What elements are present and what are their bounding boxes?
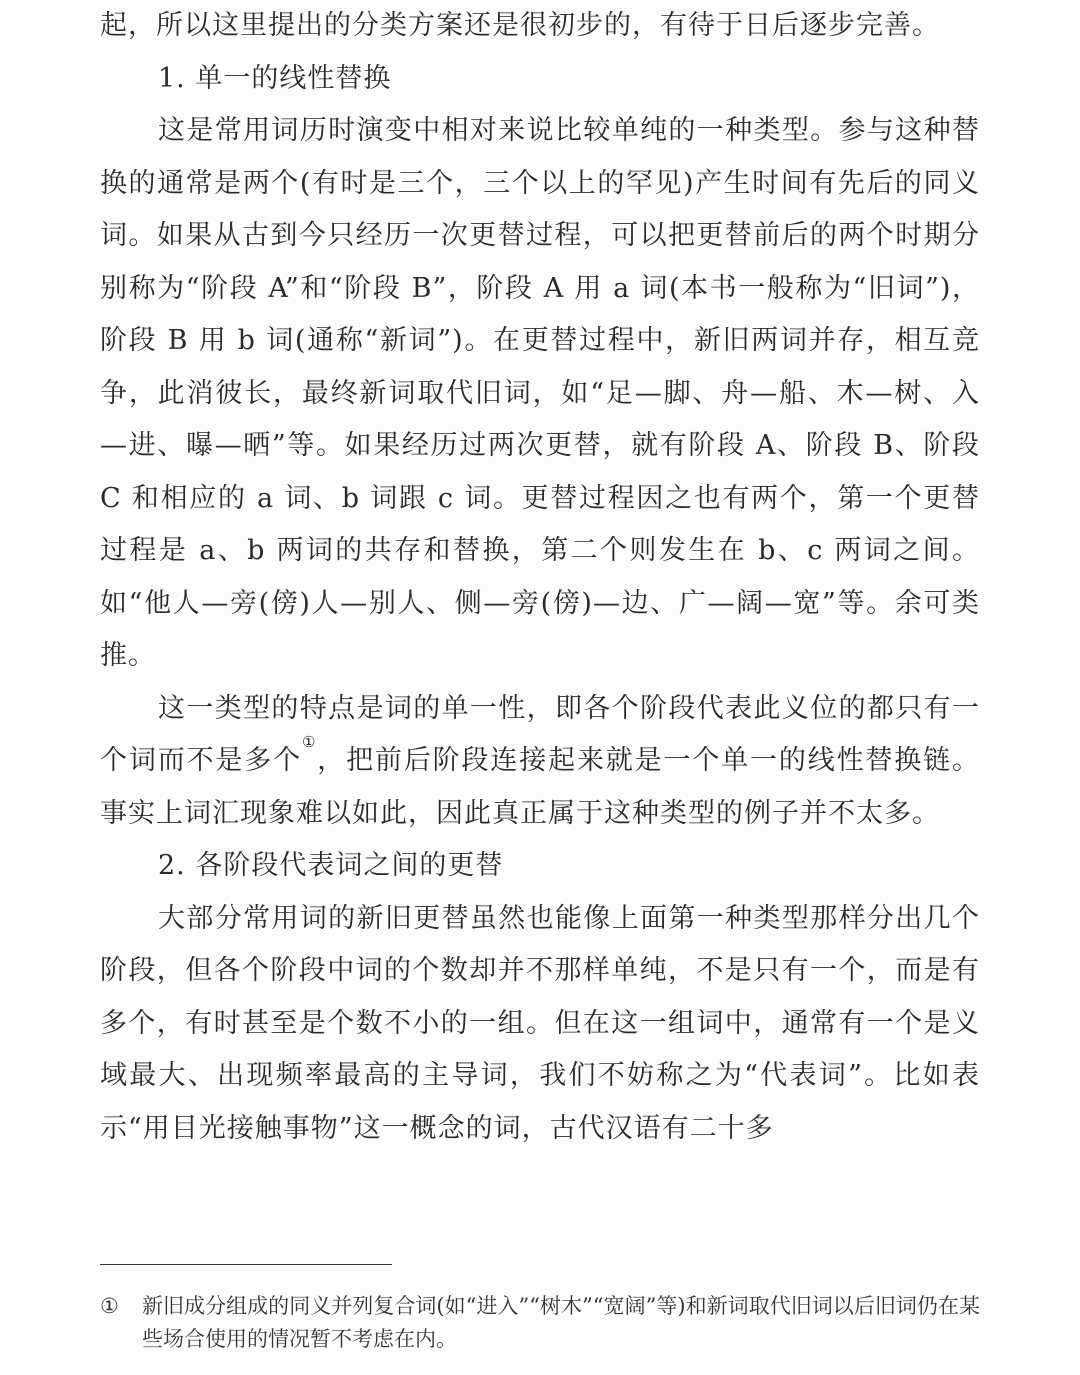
footnote-text: 新旧成分组成的同义并列复合词(如“进入”“树木”“宽阔”等)和新词取代旧词以后旧词仍在某些场合使用的情况暂不考虑在内。	[142, 1294, 980, 1351]
section-heading-2: 2. 各阶段代表词之间的更替	[158, 850, 504, 881]
paragraph-text-before: 这一类型的特点是词的单一性，即各个阶段代表此义位的都只有一个词而不是多个	[100, 692, 980, 776]
footnote-divider	[100, 1264, 392, 1265]
footnote-mark: ①	[100, 1294, 119, 1318]
paragraph-text-after: ，把前后阶段连接起来就是一个单一的线性替换链。事实上词汇现象难以如此，因此真正属于这种类型的例子并不太多。	[100, 745, 981, 829]
paragraph: 大部分常用词的新旧更替虽然也能像上面第一种类型那样分出几个阶段，但各个阶段中词的个数却并不那样单纯，不是只有一个，而是有多个，有时甚至是个数不小的一组。但在这一组词中，通常有一个是义域最大、出现频率最高的主导词，我们不妨称之为“代表词”。比如表示“用目光接触事物”这一概念的词，古代汉语有二十多	[100, 902, 980, 1144]
paragraph-continued: 起，所以这里提出的分类方案还是很初步的，有待于日后逐步完善。	[100, 10, 940, 41]
footnote-reference: ①	[301, 733, 318, 751]
footnote	[100, 1290, 980, 1356]
paragraph-with-footnote	[100, 683, 980, 841]
paragraph: 这是常用词历时演变中相对来说比较单纯的一种类型。参与这种替换的通常是两个(有时是三个，三个以上的罕见)产生时间有先后的同义词。如果从古到今只经历一次更替过程，可以把更替前后的两个时期分别称为“阶段 A”和“阶段 B”，阶段 A 用 a 词(本书一般称为“旧词”)，阶段 B 用 b 词(通称“新词”)。在更替过程中，新旧两词并存，相互竞争，此消彼长，最终新词取代旧词，如“足—脚、舟—船、木—树、入—进、曝—晒”等。如果经历过两次更替，就有阶段 A、阶段 B、阶段 C 和相应的 a 词、b 词跟 c 词。更替过程因之也有两个，第一个更替过程是 a、b 两词的共存和替换，第二个则发生在 b、c 两词之间。如“他人—旁(傍)人—别人、侧—旁(傍)—边、广—阔—宽”等。余可类推。	[100, 115, 980, 671]
body-text	[100, 0, 980, 1155]
section-heading-1: 1. 单一的线性替换	[158, 62, 392, 94]
